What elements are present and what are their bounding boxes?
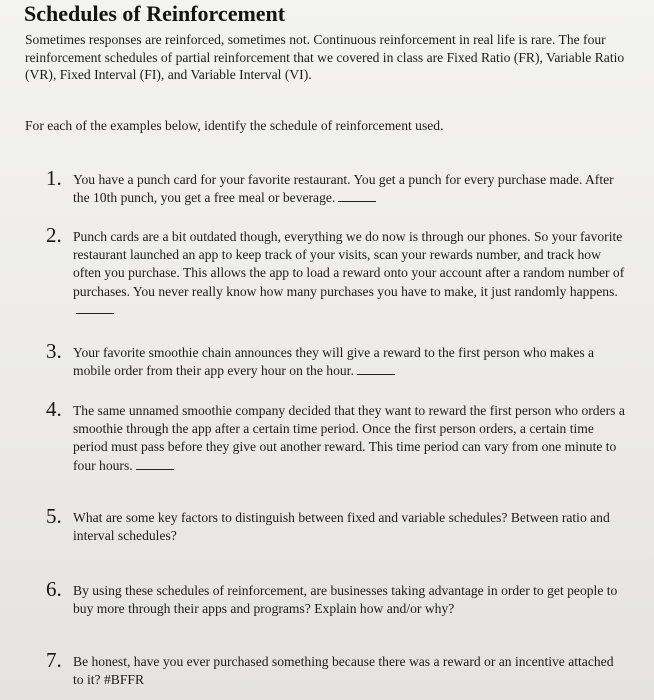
question-4 xyxy=(46,397,626,475)
question-number: 2. xyxy=(46,223,62,247)
answer-blank[interactable] xyxy=(338,191,376,202)
answer-blank[interactable] xyxy=(136,459,174,470)
question-text: Punch cards are a bit outdated though, everything we do now is through our phones. So your favorite restaurant launched an app to keep track of your visits, scan your rewards number, and track how often you purchase. This allows the app to load a reward onto your account after a random number of purchases. You never really know how many purchases you have to make, it just randomly happens. xyxy=(73,228,626,319)
question-text: You have a punch card for your favorite restaurant. You get a punch for every purchase made. After the 10th punch, you get a free meal or beverage. xyxy=(73,172,614,206)
page-title: Schedules of Reinforcement xyxy=(24,1,286,26)
question-3 xyxy=(46,339,626,380)
answer-blank[interactable] xyxy=(357,364,395,375)
question-text: The same unnamed smoothie company decided that they want to reward the first person who orders a smoothie through the app after a certain time period. Once the first person orders, a certain time period must pass before they give out another reward. This time period can vary from one minute to four hours. xyxy=(73,403,625,473)
question-number: 4. xyxy=(46,397,62,421)
answer-blank[interactable] xyxy=(76,303,114,314)
question-number: 6. xyxy=(46,577,62,601)
question-number: 7. xyxy=(46,648,62,672)
question-1 xyxy=(46,166,626,207)
question-7 xyxy=(46,648,626,689)
question-number: 1. xyxy=(46,166,62,190)
question-text: Your favorite smoothie chain announces they will give a reward to the first person who makes a mobile order from their app every hour on the hour. xyxy=(73,345,595,379)
intro-paragraph: Sometimes responses are reinforced, sometimes not. Continuous reinforcement in real life is rare. The four reinforcement schedules of partial reinforcement that we covered in class are Fixed Ratio (FR), Variable Ratio (VR), Fixed Interval (FI), and Variable Interval (VI). xyxy=(25,32,625,83)
question-6 xyxy=(46,577,626,618)
question-2 xyxy=(46,223,626,319)
question-text: By using these schedules of reinforcement, are businesses taking advantage in order to get people to buy more through their apps and programs? Explain how and/or why? xyxy=(73,583,618,617)
question-text: Be honest, have you ever purchased something because there was a reward or an incentive attached to it? #BFFR xyxy=(73,654,614,688)
question-number: 3. xyxy=(46,339,62,363)
question-text: What are some key factors to distinguish between fixed and variable schedules? Between ratio and interval schedules? xyxy=(73,510,610,544)
instruction-text: For each of the examples below, identify the schedule of reinforcement used. xyxy=(25,118,444,133)
question-number: 5. xyxy=(46,504,62,528)
question-5 xyxy=(46,504,626,545)
